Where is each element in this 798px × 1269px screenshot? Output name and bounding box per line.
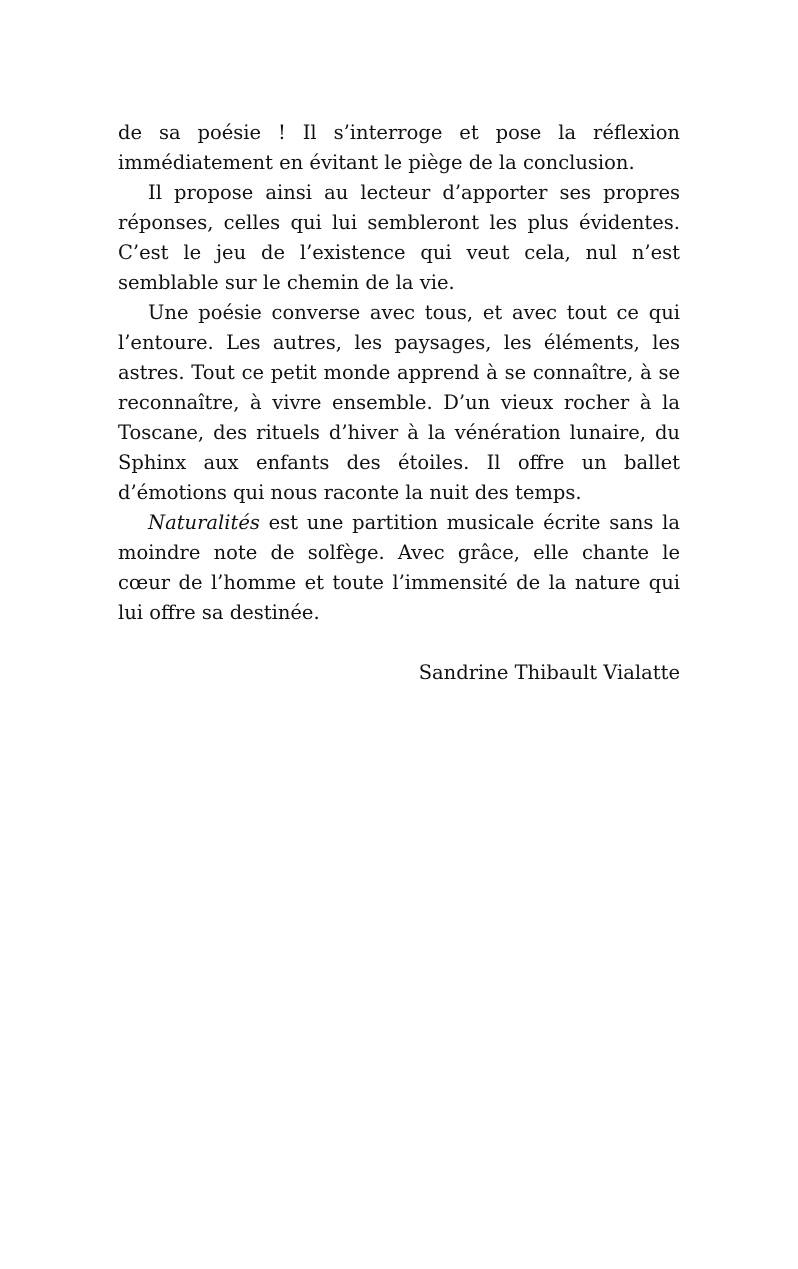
paragraph-3: Une poésie converse avec tous, et avec tout ce qui l’entoure. Les autres, les paysages, les éléments, les astres. Tout ce petit monde apprend à se connaître, à se reconnaître, à vivre ensemble. D’un vieux rocher à la Toscane, des rituels d’hiver à la vénération lunaire, du Sphinx aux enfants des étoiles. Il offre un ballet d’émotions qui nous raconte la nuit des temps.	[118, 301, 680, 504]
author-signature: Sandrine Thibault Vialatte	[418, 661, 680, 684]
paragraph-4-text: est une partition musicale écrite sans la moindre note de solfège. Avec grâce, elle chante le cœur de l’homme et toute l’immensité de la nature qui lui offre sa destinée.	[118, 511, 680, 624]
document-page	[118, 118, 680, 688]
paragraph-2: Il propose ainsi au lecteur d’apporter ses propres réponses, celles qui lui sembleront les plus évidentes. C’est le jeu de l’existence qui veut cela, nul n’est semblable sur le chemin de la vie.	[118, 181, 680, 294]
paragraph-4	[118, 508, 680, 628]
paragraph-1: de sa poésie ! Il s’interroge et pose la réflexion immédiatement en évitant le piège de la conclusion.	[118, 121, 680, 174]
book-title: Naturalités	[148, 511, 260, 534]
